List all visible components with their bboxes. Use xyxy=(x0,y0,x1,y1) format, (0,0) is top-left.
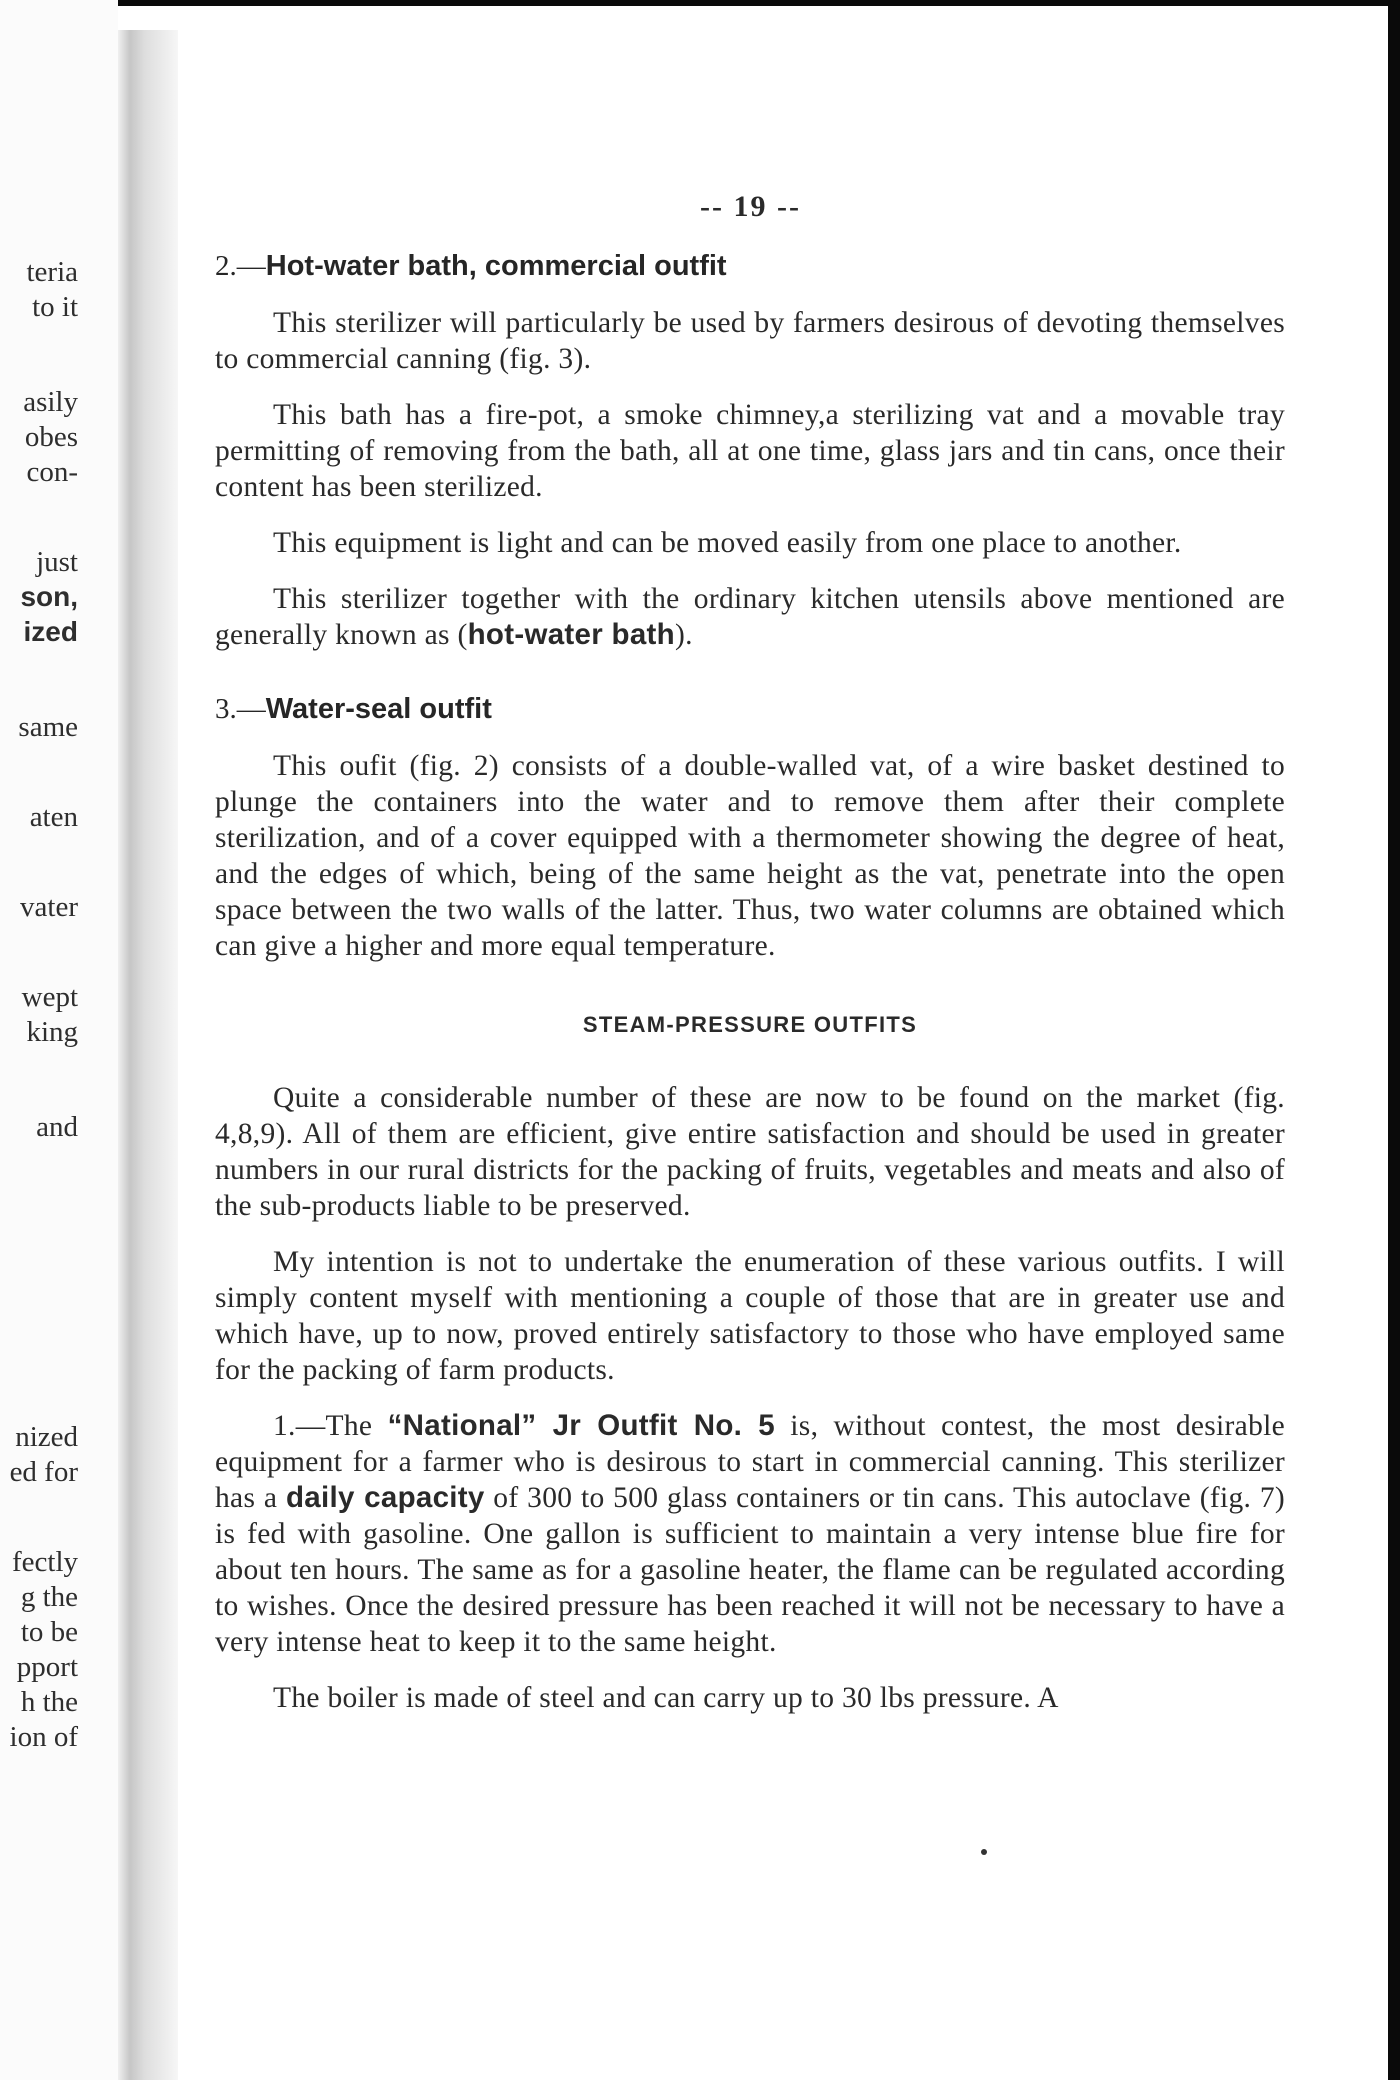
left-page-text-fragment: just xyxy=(36,546,78,578)
emphasis-national-outfit: “National” Jr Outfit No. 5 xyxy=(387,1409,775,1442)
paragraph: This bath has a fire-pot, a smoke chimney,a sterilizing vat and a movable tray permitting of removing from the bath, all at one time, glass jars and tin cans, once their content has been sterilized. xyxy=(215,399,1285,503)
paragraph-text: is, without contest, the most desirable equipment for a farmer who is desirous to start in commercial canning. This sterilizer has a xyxy=(215,1410,1286,1514)
steam-pressure-heading: STEAM-PRESSURE OUTFITS xyxy=(582,1012,918,1037)
book-gutter-shadow xyxy=(118,30,178,2080)
left-page-text-fragment: g the xyxy=(20,1581,78,1613)
paragraph-text: of 300 to 500 glass containers or tin cans. This autoclave (fig. 7) is fed with gasoline. One gallon is sufficient to maintain a very intense blue fire for about ten hours. The same as for a gasoline heater, the flame can be regulated according to wishes. Once the desired pressure has been reached it will not be necessary to have a very intense heat to keep it to the same height. xyxy=(215,1482,1286,1658)
emphasis-hot-water-bath: hot-water bath xyxy=(467,618,675,651)
page-content xyxy=(215,250,1285,1716)
left-page-text-fragment: ed for xyxy=(9,1456,78,1488)
scan-border-top xyxy=(0,0,1400,6)
left-page-text-fragment: and xyxy=(36,1111,78,1143)
paragraph: This oufit (fig. 2) consists of a double-walled vat, of a wire basket destined to plunge the containers into the water and to remove them after their complete sterilization, and of a cover equipped with a thermometer showing the degree of heat, and the edges of which, being of the same height as the vat, penetrate into the open space between the two walls of the latter. Thus, two water columns are obtained which can give a higher and more equal temperature. xyxy=(215,750,1285,962)
left-page-text-fragment: obes xyxy=(24,421,78,453)
section-number: 2.— xyxy=(215,250,266,282)
paragraph-text: This sterilizer together with the ordinary kitchen utensils above mentioned are generally known as ( xyxy=(215,583,1285,651)
left-page-text-fragment: fectly xyxy=(11,1546,78,1578)
left-page-text-fragment: son, xyxy=(20,581,78,612)
emphasis-daily-capacity: daily capacity xyxy=(285,1481,485,1514)
left-page-text-fragment: ized xyxy=(23,616,78,647)
left-page-text-fragment: h the xyxy=(20,1686,78,1718)
ink-speck xyxy=(981,1849,987,1855)
left-page-text-fragment: con- xyxy=(26,456,78,488)
paragraph: My intention is not to undertake the enumeration of these various outfits. I will simply content myself with mentioning a couple of those that are in greater use and which have, up to now, proved entirely satisfactory to those who have employed same for the packing of farm products. xyxy=(215,1246,1285,1386)
page-number: -- 19 -- xyxy=(700,190,801,223)
paragraph xyxy=(215,581,1285,653)
left-page-text-fragment: teria xyxy=(26,256,78,288)
section-heading-water-seal xyxy=(215,693,1285,726)
left-page-text-fragment: nized xyxy=(15,1421,78,1453)
paragraph xyxy=(215,1408,1285,1660)
paragraph-text: ). xyxy=(675,619,693,651)
paragraph: This sterilizer will particularly be used by farmers desirous of devoting themselves to commercial canning (fig. 3). xyxy=(215,307,1285,375)
left-page-text-fragment: asily xyxy=(23,386,78,418)
left-page-text-fragment: to be xyxy=(20,1616,78,1648)
section-heading-hot-water-bath xyxy=(215,250,1285,283)
left-page-text-fragment: same xyxy=(18,711,78,743)
scan-border-right xyxy=(1388,0,1400,2080)
section-number: 3.— xyxy=(215,693,266,725)
section-title: Water-seal outfit xyxy=(265,693,492,725)
paragraph: Quite a considerable number of these are now to be found on the market (fig. 4,8,9). All of them are efficient, give entire satisfaction and should be used in greater numbers in our rural districts for the packing of fruits, vegetables and meats and also of the sub-products liable to be preserved. xyxy=(215,1082,1285,1222)
left-page-text-fragment: wept xyxy=(21,981,78,1013)
left-page-text-fragment: to it xyxy=(32,291,78,323)
left-page-text-fragment: aten xyxy=(29,801,78,833)
section-title: Hot-water bath, commercial outfit xyxy=(265,250,727,282)
paragraph: The boiler is made of steel and can carry up to 30 lbs pressure. A xyxy=(273,1682,1059,1714)
left-page-text-fragment: vater xyxy=(20,891,78,923)
left-page-text-fragment: ion of xyxy=(9,1721,78,1753)
paragraph-text: 1.—The xyxy=(273,1410,388,1442)
paragraph: This equipment is light and can be moved easily from one place to another. xyxy=(273,527,1182,559)
left-page-edge xyxy=(0,0,118,2080)
left-page-text-fragment: king xyxy=(26,1016,78,1048)
left-page-text-fragment: pport xyxy=(16,1651,78,1683)
